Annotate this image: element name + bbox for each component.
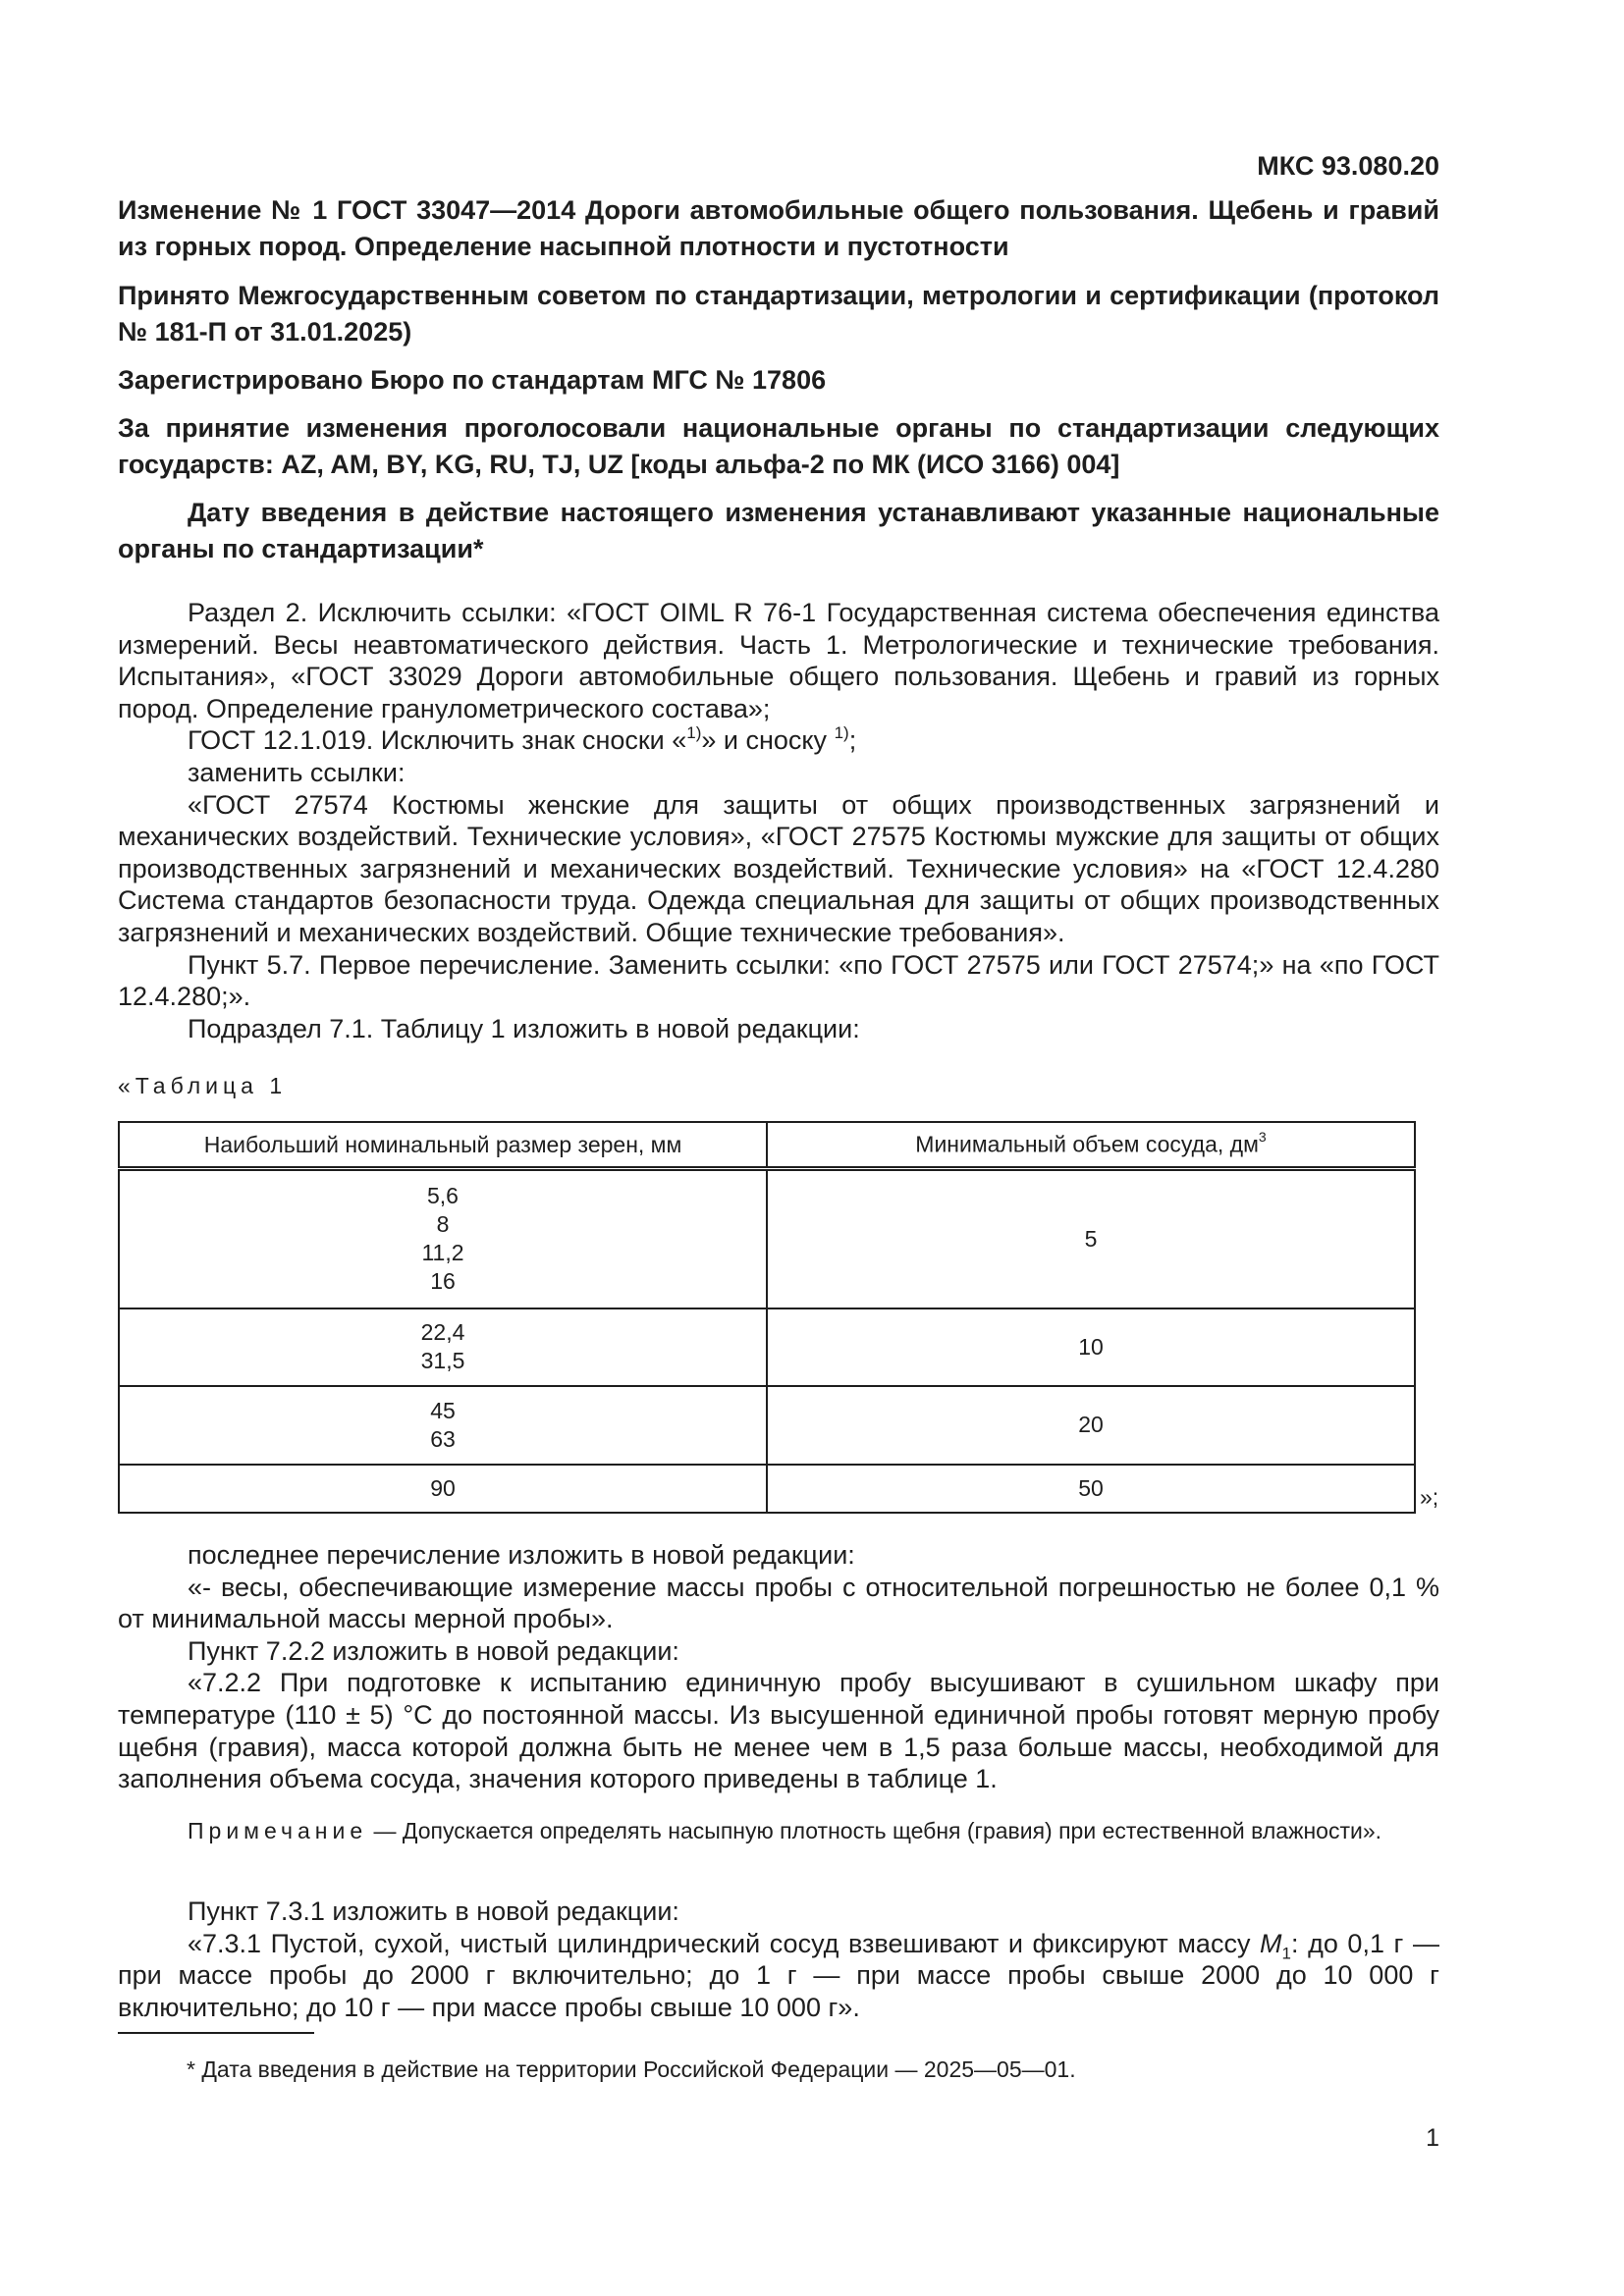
note-label: Примечание — [188, 1818, 368, 1843]
mks-code: МКС 93.080.20 — [1257, 151, 1439, 181]
volume-cell: 10 — [767, 1308, 1415, 1386]
paragraph-replace-refs: заменить ссылки: — [188, 757, 406, 787]
paragraph-item-7-2-2: Пункт 7.2.2 изложить в новой редакции: — [188, 1635, 679, 1666]
note-text: — Допускается определять насыпную плотность щебня (гравия) при естественной влажности». — [367, 1818, 1382, 1843]
paragraph-item-5-7: Пункт 5.7. Первое перечисление. Заменить ссылки: «по ГОСТ 27575 или ГОСТ 27574;» на «по ГОСТ 12.4.280;». — [118, 949, 1439, 1012]
table-caption: «Таблица 1 — [118, 1073, 288, 1098]
effective-date-statement: Дату введения в действие настоящего изменения устанавливают указанные национальные органы по стандартизации* — [118, 498, 1439, 563]
grain-sizes-cell — [119, 1308, 767, 1386]
size-value: 22,4 — [420, 1319, 465, 1345]
voting-states: За принятие изменения проголосовали национальные органы по стандартизации следующих государств: AZ, AM, BY, KG, RU, TJ, UZ [коды альфа-2 по МК (ИСО 3166) 004] — [118, 413, 1439, 479]
page-number: 1 — [1426, 2124, 1439, 2152]
size-value: 16 — [430, 1268, 456, 1295]
paragraph-gost-12-1-019 — [118, 724, 1439, 757]
table-row — [119, 1386, 1415, 1465]
paragraph-7-2-2-text: «7.2.2 При подготовке к испытанию единичную пробу высушивают в сушильном шкафу при температуре (110 ± 5) °С до постоянной массы. Из высушенной единичной пробы готовят мерную пробу щебня (гравия), масса которой должна быть не менее чем в 1,5 раза больше массы, необходимой для заполнения объема сосуда, значения которого приведены в таблице 1. — [118, 1668, 1439, 1794]
text: ГОСТ 12.1.019. Исключить знак сноски « — [188, 725, 687, 756]
paragraph-scales: «- весы, обеспечивающие измерение массы пробы с относительной погрешностью не более 0,1 % от минимальной массы мерной пробы». — [118, 1572, 1439, 1634]
paragraph-7-3-1-text — [118, 1928, 1439, 2024]
paragraph-gost-27574: «ГОСТ 27574 Костюмы женские для защиты от общих производственных загрязнений и механических воздействий. Технические условия», «ГОСТ 27575 Костюмы мужские для защиты от общих производственных загрязнений и механических воздействий. Технические условия» на «ГОСТ 12.4.280 Система стандартов безопасности труда. Одежда специальная для защиты от общих производственных загрязнений и механических воздействий. Общие технические требования». — [118, 789, 1439, 947]
footnote-mark: 1) — [834, 723, 849, 743]
volume-cell: 50 — [767, 1465, 1415, 1513]
volume-cell: 20 — [767, 1386, 1415, 1465]
note — [118, 1815, 1439, 1846]
paragraph-item-7-3-1: Пункт 7.3.1 изложить в новой редакции: — [188, 1896, 679, 1926]
text: : до 0,1 г — при массе пробы до 2000 г включительно; до 1 г — при массе пробы свыше 2000 до 10 000 г включительно; до 10 г — при массе пробы свыше 10 000 г». — [118, 1928, 1439, 2022]
text: Минимальный объем сосуда, дм — [915, 1131, 1259, 1157]
subscript: 1 — [1281, 1943, 1291, 1962]
table-row — [119, 1465, 1415, 1513]
size-value: 31,5 — [420, 1348, 465, 1373]
paragraph-subsection-7-1: Подраздел 7.1. Таблицу 1 изложить в новой редакции: — [188, 1013, 860, 1043]
size-value: 63 — [430, 1425, 456, 1452]
size-value: 11,2 — [421, 1240, 464, 1266]
paragraph-last-enumeration: последнее перечисление изложить в новой редакции: — [188, 1540, 855, 1570]
text: «7.3.1 Пустой, сухой, чистый цилиндрический сосуд взвешивают и фиксируют массу — [188, 1928, 1261, 1958]
body-section-1 — [118, 597, 1439, 1044]
table-row — [119, 1169, 1415, 1308]
grain-sizes-cell — [119, 1169, 767, 1308]
column-header-grain-size: Наибольший номинальный размер зерен, мм — [119, 1122, 767, 1169]
column-header-vessel-volume — [767, 1122, 1415, 1169]
body-section-2 — [118, 1539, 1439, 1795]
grain-sizes-cell — [119, 1386, 767, 1465]
volume-cell: 5 — [767, 1169, 1415, 1308]
paragraph-section-2: Раздел 2. Исключить ссылки: «ГОСТ OIML R 76-1 Государственная система обеспечения единства измерений. Весы неавтоматического действия. Часть 1. Метрологические и технические требования. Испытания», «ГОСТ 33029 Дороги автомобильные общего пользования. Щебень и гравий из горных пород. Определение гранулометрического состава»; — [118, 598, 1439, 723]
text: » и сноску — [701, 725, 835, 756]
size-value: 5,6 — [427, 1183, 459, 1209]
superscript: 3 — [1258, 1129, 1267, 1146]
table-row — [119, 1308, 1415, 1386]
registration: Зарегистрировано Бюро по стандартам МГС № 17806 — [118, 365, 827, 395]
size-value: 45 — [430, 1397, 456, 1423]
grain-sizes-cell — [119, 1465, 767, 1513]
size-value: 8 — [436, 1211, 450, 1238]
accepted-by: Принято Межгосударственным советом по стандартизации, метрологии и сертификации (протокол № 181-П от 31.01.2025) — [118, 281, 1439, 347]
table-1 — [118, 1121, 1416, 1514]
mass-symbol: M — [1260, 1928, 1282, 1958]
table-header-row — [119, 1122, 1415, 1169]
size-value: 90 — [430, 1474, 456, 1501]
text: ; — [848, 725, 857, 756]
body-section-3 — [118, 1896, 1439, 2023]
footnote-divider — [118, 2032, 314, 2034]
table-closing-quote: »; — [1420, 1484, 1439, 1510]
amendment-title: Изменение № 1 ГОСТ 33047—2014 Дороги автомобильные общего пользования. Щебень и гравий из горных пород. Определение насыпной плотности и пустотности — [118, 195, 1439, 261]
footnote-mark: 1) — [686, 723, 702, 743]
footnote: * Дата введения в действие на территории Российской Федерации — 2025—05—01. — [187, 2056, 1076, 2082]
